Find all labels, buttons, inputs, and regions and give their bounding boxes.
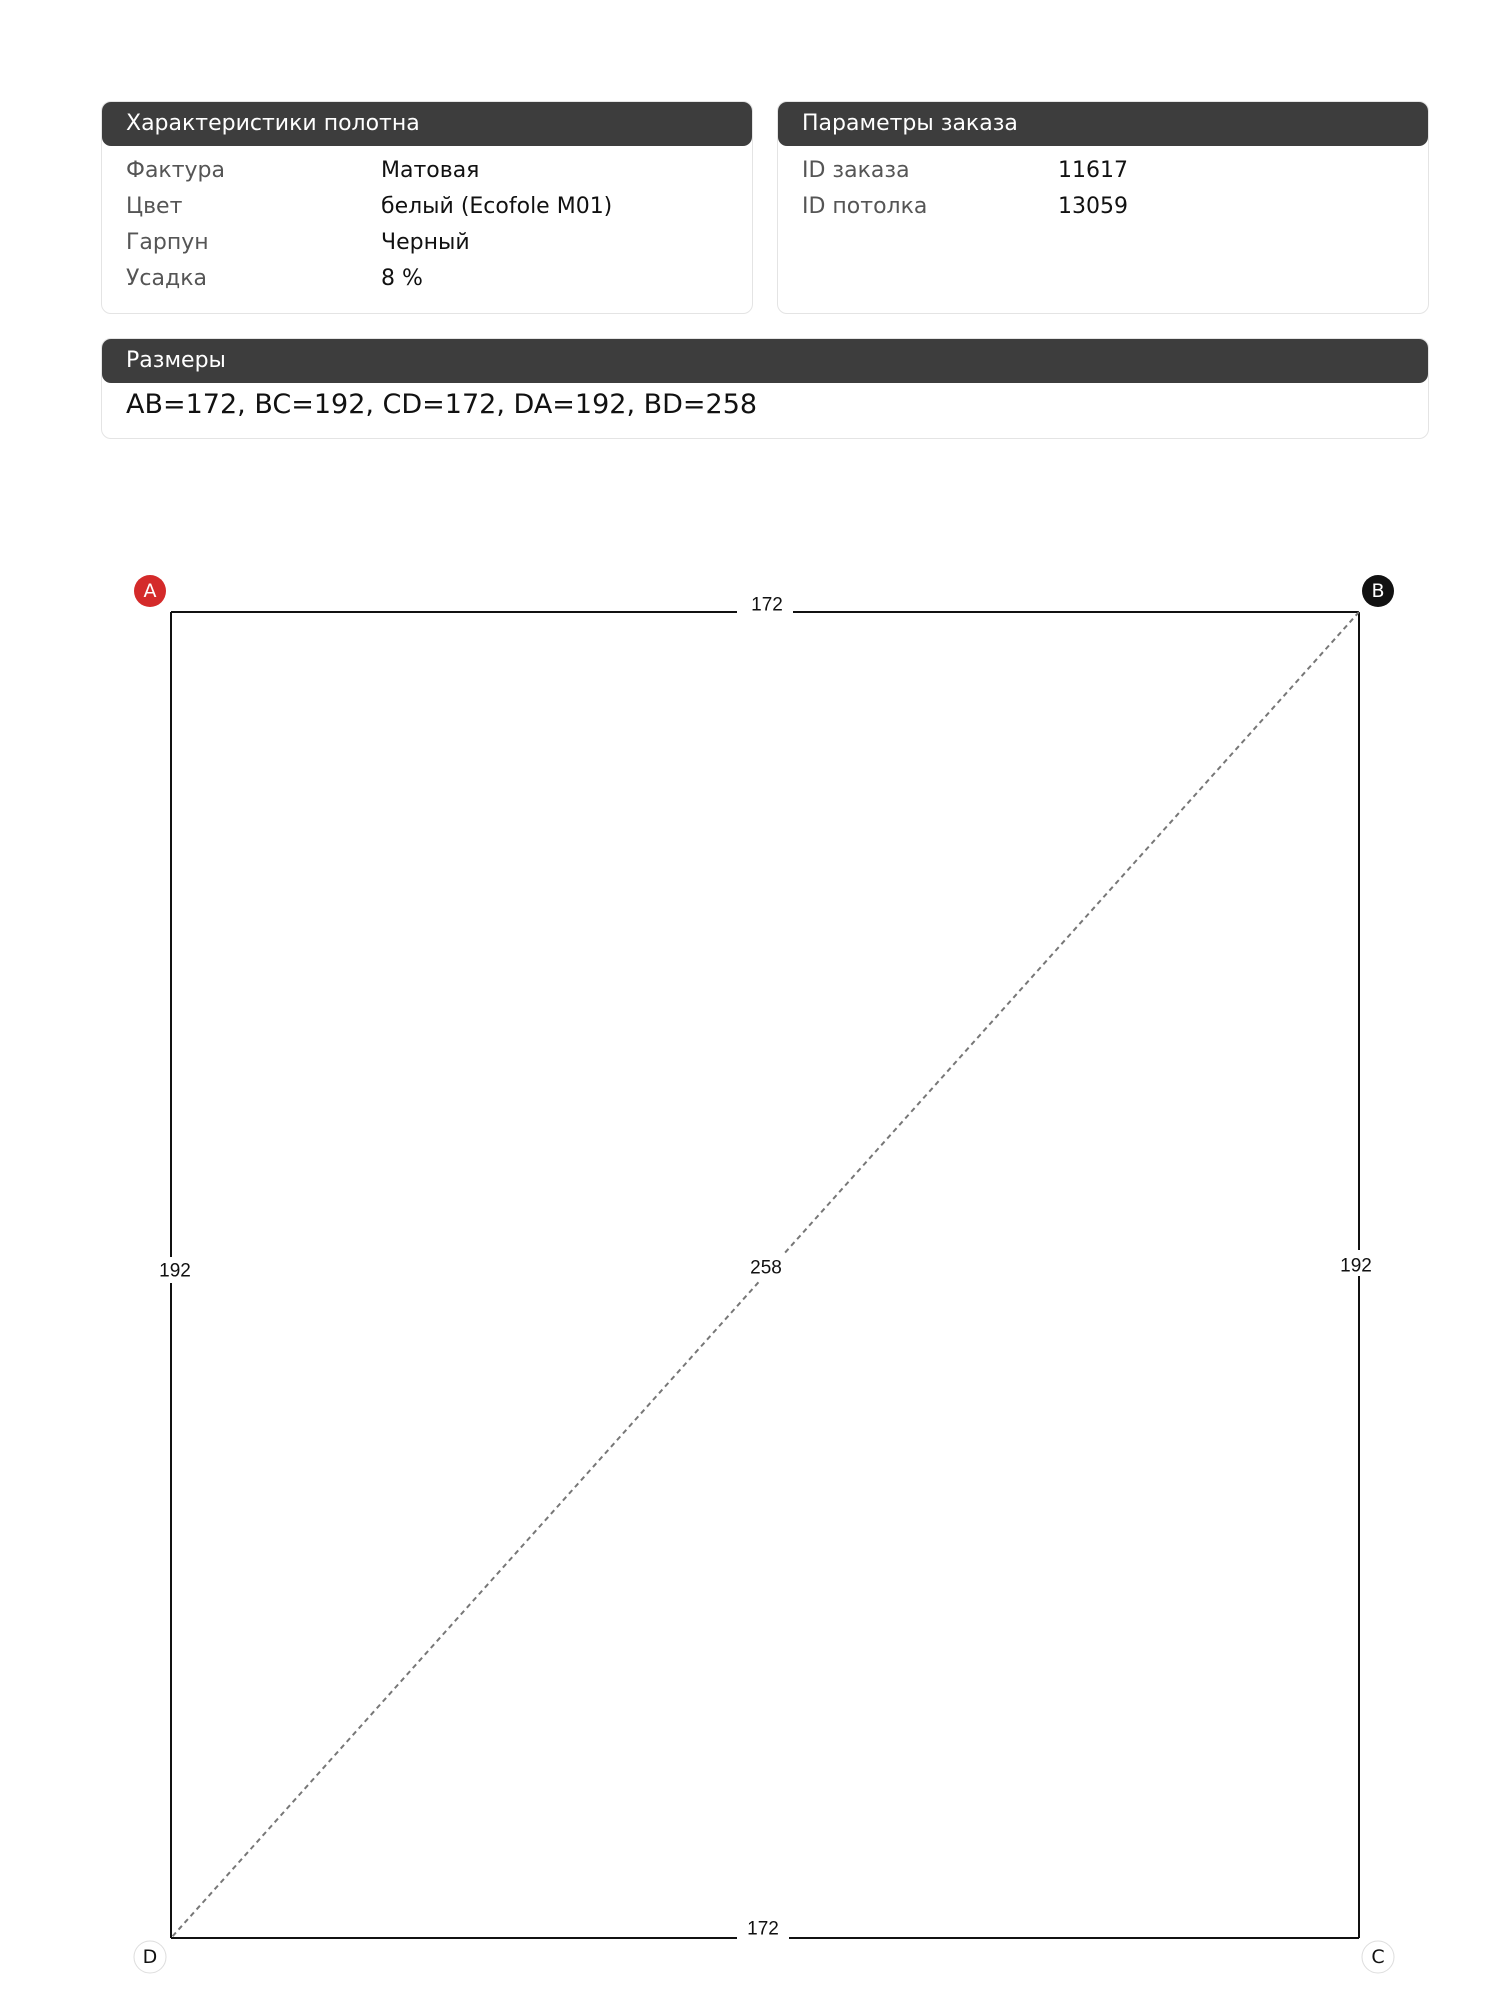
order-params-card — [777, 101, 1429, 314]
order-row-order-id — [802, 152, 1404, 188]
row-label: ID заказа — [802, 157, 910, 183]
order-params-rows — [778, 146, 1428, 224]
row-label: ID потолка — [802, 193, 928, 219]
point-a-label: A — [143, 580, 157, 602]
order-params-title: Параметры заказа — [778, 102, 1428, 146]
point-a-marker — [134, 575, 166, 607]
spec-row-color — [126, 188, 728, 224]
spec-row-texture — [126, 152, 728, 188]
row-value: 8 % — [381, 265, 423, 291]
order-row-ceiling-id — [802, 188, 1404, 224]
row-label: Цвет — [126, 193, 183, 219]
canvas-spec-card — [101, 101, 753, 314]
dimensions-title: Размеры — [102, 339, 1428, 383]
dimensions-card — [101, 338, 1429, 439]
row-value: белый (Ecofole M01) — [381, 193, 613, 219]
spec-row-shrinkage — [126, 260, 728, 296]
point-b-marker — [1362, 575, 1394, 607]
point-c-label: C — [1371, 1946, 1385, 1968]
point-d-marker — [134, 1941, 166, 1973]
spec-row-harpoon — [126, 224, 728, 260]
diagonal-label-bd: 258 — [750, 1257, 782, 1279]
point-b-label: B — [1371, 580, 1385, 602]
row-value: Черный — [381, 229, 470, 255]
side-label-da: 192 — [159, 1260, 191, 1282]
point-d-label: D — [142, 1946, 158, 1968]
canvas-spec-rows — [102, 146, 752, 296]
side-label-cd: 172 — [747, 1918, 779, 1940]
dimensions-summary: AB=172, BC=192, CD=172, DA=192, BD=258 — [126, 389, 758, 420]
row-label: Усадка — [126, 265, 207, 291]
canvas-spec-title: Характеристики полотна — [102, 102, 752, 146]
row-label: Гарпун — [126, 229, 209, 255]
point-c-marker — [1362, 1941, 1394, 1973]
ceiling-drawing — [0, 540, 1500, 2000]
side-label-bc: 192 — [1340, 1255, 1372, 1277]
row-value: 13059 — [1058, 193, 1128, 219]
row-value: 11617 — [1058, 157, 1128, 183]
row-label: Фактура — [126, 157, 225, 183]
row-value: Матовая — [381, 157, 480, 183]
side-label-ab: 172 — [751, 594, 783, 616]
